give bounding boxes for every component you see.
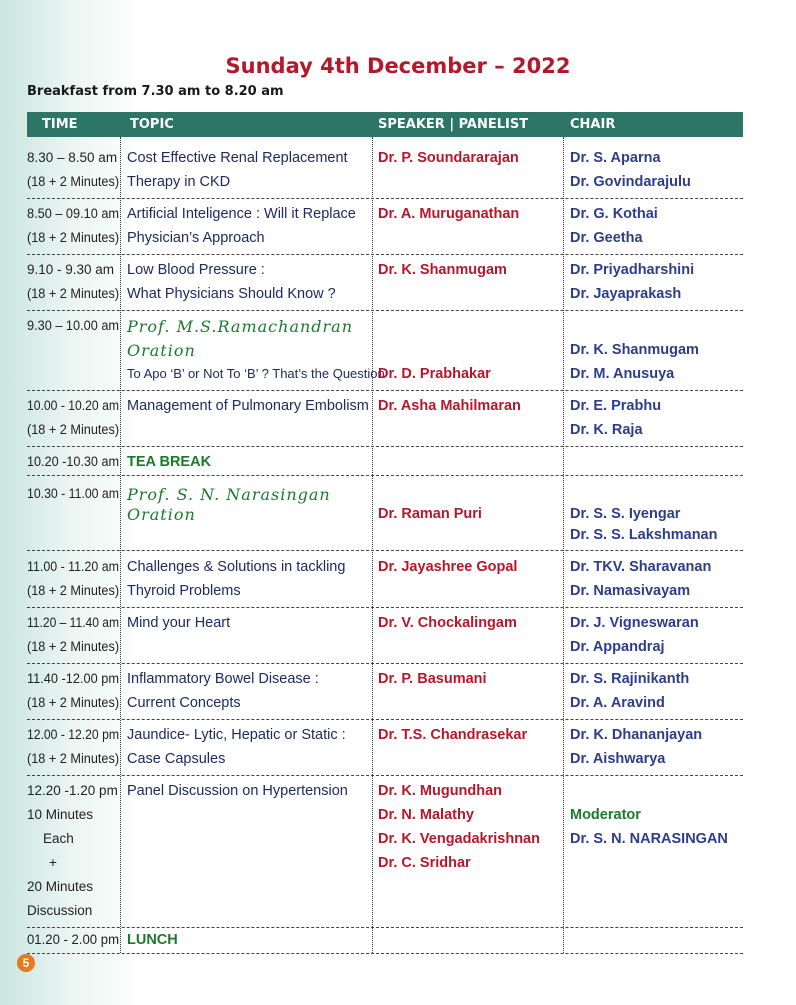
oration-title: Prof. S. N. Narasingan <box>127 485 331 504</box>
panelist: Dr. K. Mugundhan <box>378 783 503 799</box>
row-divider <box>27 310 743 311</box>
topic: Management of Pulmonary Embolism <box>127 398 369 414</box>
column-divider <box>120 137 121 953</box>
topic: Case Capsules <box>127 751 226 767</box>
panelist: Dr. C. Sridhar <box>378 855 471 871</box>
duration: 10 Minutes <box>27 807 94 822</box>
topic: To Apo ‘B’ or Not To ‘B’ ? That’s the Question <box>127 366 385 381</box>
time: 01.20 - 2.00 pm <box>27 932 120 947</box>
topic: Physician’s Approach <box>127 230 265 246</box>
duration: (18 + 2 Minutes) <box>27 174 120 189</box>
header-speaker: SPEAKER | PANELIST <box>378 117 529 132</box>
duration: (18 + 2 Minutes) <box>27 751 120 766</box>
row-divider <box>27 607 743 608</box>
chair: Dr. TKV. Sharavanan <box>570 559 712 575</box>
topic: Cost Effective Renal Replacement <box>127 150 348 166</box>
speaker: Dr. T.S. Chandrasekar <box>378 727 528 743</box>
time: 12.20 -1.20 pm <box>27 783 118 798</box>
duration: (18 + 2 Minutes) <box>27 583 120 598</box>
break-label: TEA BREAK <box>127 454 212 470</box>
time: 11.00 - 11.20 am <box>27 559 119 574</box>
row-divider <box>27 198 743 199</box>
duration: Discussion <box>27 903 93 918</box>
chair: Dr. Govindarajulu <box>570 174 691 190</box>
row-divider <box>27 550 743 551</box>
duration: 20 Minutes <box>27 879 94 894</box>
time: 10.20 -10.30 am <box>27 454 120 469</box>
oration-title: Oration <box>127 341 196 360</box>
row-divider <box>27 953 743 954</box>
time: 8.30 – 8.50 am <box>27 150 118 165</box>
speaker: Dr. Asha Mahilmaran <box>378 398 521 414</box>
oration-title: Prof. M.S.Ramachandran <box>127 317 354 336</box>
breakfast-note: Breakfast from 7.30 am to 8.20 am <box>27 84 284 99</box>
row-divider <box>27 927 743 928</box>
topic: What Physicians Should Know ? <box>127 286 336 302</box>
oration-title: Oration <box>127 505 196 524</box>
time: 12.00 - 12.20 pm <box>27 727 119 742</box>
duration: Each <box>43 831 74 846</box>
topic: Artificial Inteligence : Will it Replace <box>127 206 356 222</box>
chair: Dr. Aishwarya <box>570 751 666 767</box>
column-divider <box>372 137 373 953</box>
speaker: Dr. A. Muruganathan <box>378 206 520 222</box>
speaker: Dr. Raman Puri <box>378 506 482 522</box>
chair: Dr. S. S. Iyengar <box>570 506 681 522</box>
column-divider <box>563 137 564 953</box>
topic: Low Blood Pressure : <box>127 262 265 278</box>
row-divider <box>27 663 743 664</box>
page-title: Sunday 4th December – 2022 <box>225 54 571 78</box>
chair: Dr. S. S. Lakshmanan <box>570 527 718 543</box>
row-divider <box>27 719 743 720</box>
chair: Dr. Jayaprakash <box>570 286 682 302</box>
duration: + <box>49 855 57 870</box>
chair: Dr. M. Anusuya <box>570 366 675 382</box>
speaker: Dr. D. Prabhakar <box>378 366 491 382</box>
chair: Dr. K. Dhananjayan <box>570 727 703 743</box>
header-time: TIME <box>42 117 78 132</box>
lunch-label: LUNCH <box>127 932 178 948</box>
duration: (18 + 2 Minutes) <box>27 286 120 301</box>
duration: (18 + 2 Minutes) <box>27 230 120 245</box>
speaker: Dr. Jayashree Gopal <box>378 559 518 575</box>
panelist: Dr. K. Vengadakrishnan <box>378 831 540 847</box>
row-divider <box>27 390 743 391</box>
chair: Dr. S. N. NARASINGAN <box>570 831 728 847</box>
moderator-label: Moderator <box>570 807 641 823</box>
time: 8.50 – 09.10 am <box>27 206 120 221</box>
header-topic: TOPIC <box>130 117 174 132</box>
chair: Dr. Geetha <box>570 230 643 246</box>
topic: Jaundice- Lytic, Hepatic or Static : <box>127 727 346 743</box>
topic: Current Concepts <box>127 695 241 711</box>
row-divider <box>27 446 743 447</box>
topic: Mind your Heart <box>127 615 231 631</box>
time: 10.30 - 11.00 am <box>27 486 119 501</box>
chair: Dr. J. Vigneswaran <box>570 615 699 631</box>
chair: Dr. A. Aravind <box>570 695 665 711</box>
topic: Inflammatory Bowel Disease : <box>127 671 319 687</box>
speaker: Dr. P. Basumani <box>378 671 487 687</box>
time: 10.00 - 10.20 am <box>27 398 119 413</box>
chair: Dr. G. Kothai <box>570 206 658 222</box>
duration: (18 + 2 Minutes) <box>27 695 120 710</box>
chair: Dr. Appandraj <box>570 639 665 655</box>
duration: (18 + 2 Minutes) <box>27 639 120 654</box>
table-header <box>27 112 743 137</box>
chair: Dr. E. Prabhu <box>570 398 662 414</box>
page-number: 5 <box>17 954 35 972</box>
time: 11.40 -12.00 pm <box>27 671 119 686</box>
row-divider <box>27 475 743 476</box>
topic: Therapy in CKD <box>127 174 231 190</box>
header-chair: CHAIR <box>570 117 616 132</box>
speaker: Dr. K. Shanmugam <box>378 262 507 278</box>
chair: Dr. S. Rajinikanth <box>570 671 690 687</box>
panelist: Dr. N. Malathy <box>378 807 474 823</box>
row-divider <box>27 254 743 255</box>
topic: Thyroid Problems <box>127 583 241 599</box>
time: 11.20 – 11.40 am <box>27 615 120 630</box>
chair: Dr. S. Aparna <box>570 150 661 166</box>
time: 9.10 - 9.30 am <box>27 262 115 277</box>
topic: Panel Discussion on Hypertension <box>127 783 348 799</box>
chair: Dr. Namasivayam <box>570 583 691 599</box>
row-divider <box>27 775 743 776</box>
chair: Dr. K. Raja <box>570 422 643 438</box>
chair: Dr. K. Shanmugam <box>570 342 699 358</box>
speaker: Dr. P. Soundararajan <box>378 150 519 166</box>
chair: Dr. Priyadharshini <box>570 262 695 278</box>
topic: Challenges & Solutions in tackling <box>127 559 346 575</box>
time: 9.30 – 10.00 am <box>27 318 120 333</box>
speaker: Dr. V. Chockalingam <box>378 615 517 631</box>
duration: (18 + 2 Minutes) <box>27 422 120 437</box>
